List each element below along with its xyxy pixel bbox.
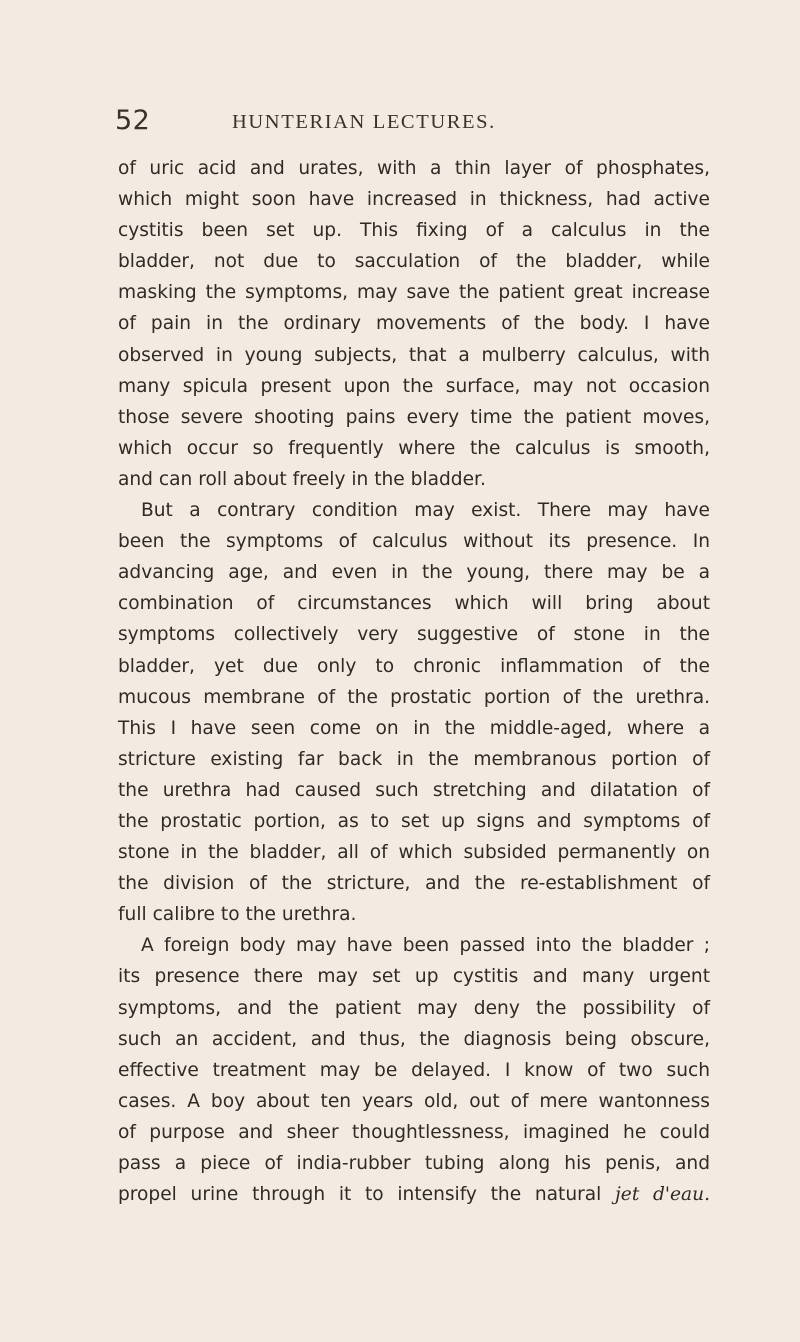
text-line: many spicula present upon the surface, may not occasion: [118, 375, 710, 397]
text-line: cystitis been set up. This fixing of a calculus in the: [118, 220, 710, 242]
text-line: been the symptoms of calculus without its presence. In: [118, 531, 710, 553]
paragraph-start-line: But a contrary condition may exist. There may have: [141, 500, 710, 522]
text-line: combination of circumstances which will bring about: [118, 593, 710, 615]
running-head: HUNTERIAN LECTURES.: [232, 111, 496, 133]
text-line: This I have seen come on in the middle-aged, where a: [118, 717, 710, 739]
text-line: symptoms collectively very suggestive of stone in the: [118, 624, 710, 646]
text-line: effective treatment may be delayed. I know of two such: [118, 1059, 710, 1081]
text-line: full calibre to the urethra.: [118, 904, 357, 926]
text-line: and can roll about freely in the bladder.: [118, 468, 486, 490]
paragraph-start-line: A foreign body may have been passed into the bladder ;: [141, 935, 710, 957]
text-line: symptoms, and the patient may deny the possibility of: [118, 997, 710, 1019]
text-line: bladder, yet due only to chronic inflammation of the: [118, 655, 710, 677]
text-line: stricture existing far back in the membranous portion of: [118, 748, 710, 770]
text-line: cases. A boy about ten years old, out of mere wantonness: [118, 1090, 710, 1112]
text-line-final-roman: propel urine through it to intensify the natural: [118, 1184, 602, 1206]
text-line: the prostatic portion, as to set up signs and symptoms of: [118, 810, 710, 832]
text-line: stone in the bladder, all of which subsided permanently on: [118, 842, 710, 864]
text-line: advancing age, and even in the young, there may be a: [118, 562, 710, 584]
text-line-final: [118, 1179, 710, 1210]
text-line: of uric acid and urates, with a thin layer of phosphates,: [118, 158, 710, 179]
page-header: [0, 100, 800, 140]
text-line: the urethra had caused such stretching and dilatation of: [118, 779, 710, 801]
text-line: its presence there may set up cystitis and many urgent: [118, 966, 710, 988]
text-line: observed in young subjects, that a mulberry calculus, with: [118, 344, 710, 366]
text-line: pass a piece of india-rubber tubing along his penis, and: [118, 1153, 710, 1174]
text-line: of pain in the ordinary movements of the body. I have: [118, 313, 710, 335]
text-line: the division of the stricture, and the re-establishment of: [118, 873, 710, 895]
page-number: 52: [115, 105, 151, 136]
text-line: bladder, not due to sacculation of the bladder, while: [118, 251, 710, 273]
text-line: masking the symptoms, may save the patient great increase: [118, 282, 710, 304]
text-line: of purpose and sheer thoughtlessness, imagined he could: [118, 1121, 710, 1143]
text-line: such an accident, and thus, the diagnosis being obscure,: [118, 1028, 710, 1050]
text-line: mucous membrane of the prostatic portion of the urethra.: [118, 686, 710, 708]
body-text: [118, 153, 710, 1210]
italic-phrase: jet d'eau.: [615, 1184, 710, 1206]
text-line: which occur so frequently where the calculus is smooth,: [118, 437, 710, 459]
text-line: which might soon have increased in thickness, had active: [118, 189, 710, 211]
text-line: those severe shooting pains every time the patient moves,: [118, 406, 710, 428]
